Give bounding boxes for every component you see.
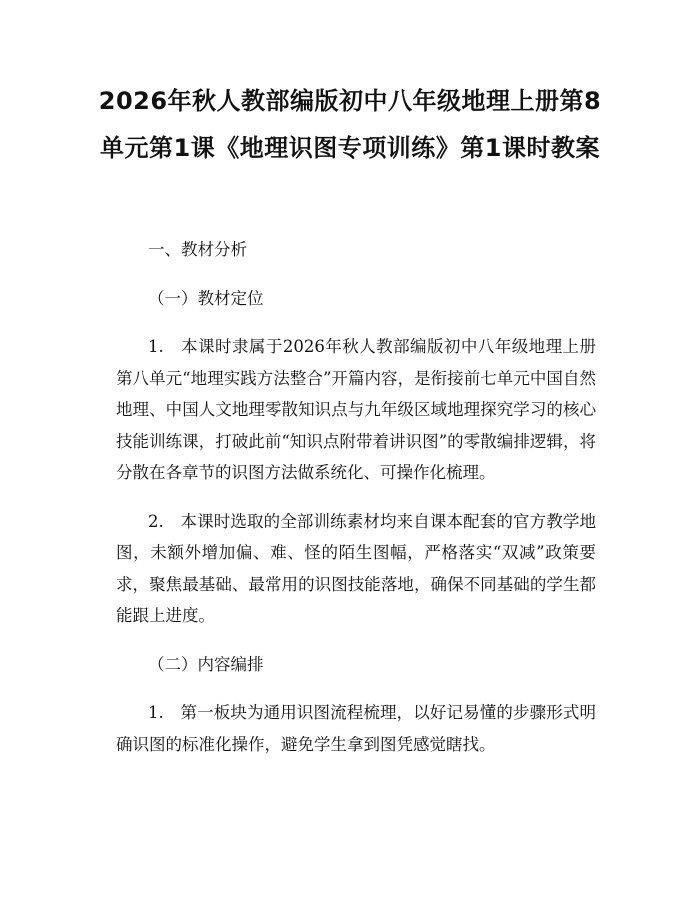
document-title: 2026年秋人教部编版初中八年级地理上册第8单元第1课《地理识图专项训练》第1课时教案	[98, 87, 602, 162]
section-heading: 一、教材分析	[148, 240, 247, 259]
subsection-heading: （一）教材定位	[148, 288, 264, 308]
paragraph: 1. 本课时隶属于2026年秋人教部编版初中八年级地理上册第八单元“地理实践方法整合”开篇内容，是衔接前七单元中国自然地理、中国人文地理零散知识点与九年级区域地理探究学习的核心技能训练课，打破此前“知识点附带着讲识图”的零散编排逻辑，将分散在各章节的识图方法做系统化、可操作化梳理。	[116, 337, 596, 482]
document-body	[116, 234, 596, 777]
paragraph: 2. 本课时选取的全部训练素材均来自课本配套的官方教学地图，未额外增加偏、难、怪的陌生图幅，严格落实“双减”政策要求，聚焦最基础、最常用的识图技能落地，确保不同基础的学生都能跟上进度。	[116, 511, 596, 625]
subsection-heading: （二）内容编排	[148, 654, 264, 674]
paragraph: 1. 第一板块为通用识图流程梳理，以好记易懂的步骤形式明确识图的标准化操作，避免学生拿到图凭感觉瞎找。	[116, 703, 596, 754]
